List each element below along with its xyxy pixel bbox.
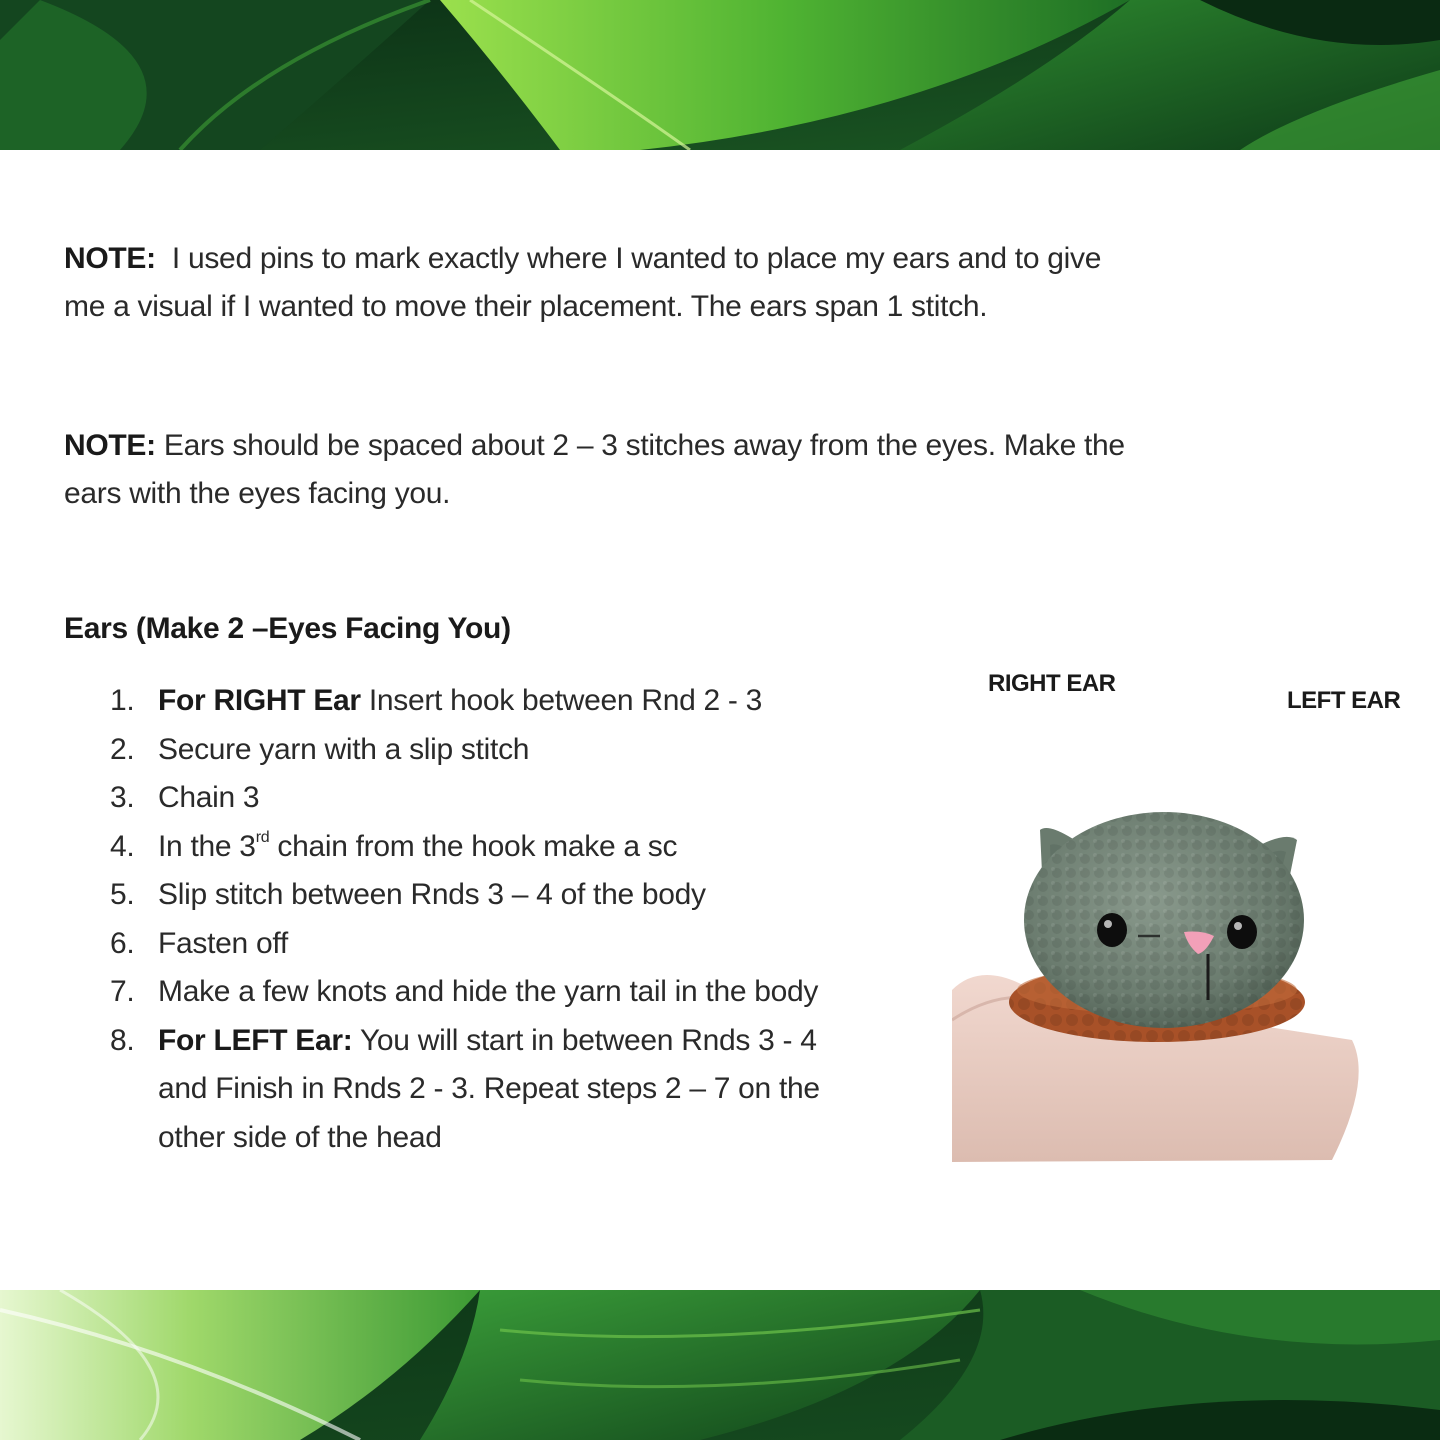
steps-list — [110, 677, 950, 1162]
step-text-before: In the 3 — [158, 829, 256, 863]
note-pins-text-2: me a visual if I wanted to move their placement. The ears span 1 stitch. — [64, 290, 988, 323]
step-text-after: chain from the hook make a sc — [269, 829, 678, 863]
step-number: 7. — [110, 975, 135, 1008]
step-text: Insert hook between Rnd 2 - 3 — [360, 684, 763, 717]
step-item — [110, 920, 950, 969]
note-pins-text-1: I used pins to mark exactly where I wanted to place my ears and to give — [171, 242, 1102, 275]
section-title: Ears (Make 2 –Eyes Facing You) — [64, 612, 511, 645]
leaf-banner-bottom-image — [0, 1290, 1440, 1440]
right-ear-label: RIGHT EAR — [988, 670, 1116, 697]
step-text: Chain 3 — [158, 781, 260, 814]
leaf-banner-bottom — [0, 1290, 1440, 1440]
step-number: 2. — [110, 732, 135, 766]
step-text-line-3: other side of the head — [158, 1120, 442, 1154]
note-pins-label: NOTE: — [64, 242, 156, 275]
note-pins — [64, 235, 1304, 331]
note-pins-line-1 — [64, 235, 1304, 283]
left-ear-label: LEFT EAR — [1287, 687, 1401, 714]
step-text: Make a few knots and hide the yarn tail in the body — [158, 975, 819, 1008]
step-item — [110, 968, 950, 1017]
step-bold: For LEFT Ear: — [158, 1023, 353, 1057]
cat-eye-right — [1097, 913, 1127, 947]
leaf-banner-top — [0, 0, 1440, 150]
step-number: 1. — [110, 684, 135, 717]
note-spacing-label: NOTE: — [64, 429, 156, 462]
step-item — [110, 774, 950, 823]
note-spacing — [64, 422, 1304, 518]
leaf-banner-top-image — [0, 0, 1440, 150]
cat-eye-left — [1227, 915, 1257, 949]
pattern-page — [0, 150, 1440, 1290]
step-number: 5. — [110, 878, 135, 911]
step-item — [110, 726, 950, 775]
step-text: Fasten off — [158, 926, 288, 960]
step-number: 4. — [110, 829, 135, 863]
crochet-cat-photo — [952, 740, 1372, 1162]
step-item — [110, 871, 950, 920]
step-item — [110, 1017, 950, 1163]
step-item — [110, 823, 950, 872]
note-spacing-line-1 — [64, 422, 1304, 470]
note-spacing-text-2: ears with the eyes facing you. — [64, 477, 451, 510]
step-bold: For RIGHT Ear — [158, 684, 361, 717]
step-text-line-1: You will start in between Rnds 3 - 4 — [352, 1023, 817, 1057]
step-text: Slip stitch between Rnds 3 – 4 of the body — [158, 878, 706, 911]
step-number: 3. — [110, 781, 135, 814]
step-number: 6. — [110, 926, 135, 960]
step-number: 8. — [110, 1023, 135, 1057]
step-text: Secure yarn with a slip stitch — [158, 732, 530, 766]
step-text-line-2: and Finish in Rnds 2 - 3. Repeat steps 2 – 7 on the — [158, 1072, 820, 1105]
step-item — [110, 677, 950, 726]
step-superscript: rd — [255, 828, 270, 846]
note-spacing-text-1: Ears should be spaced about 2 – 3 stitches away from the eyes. Make the — [163, 429, 1125, 462]
crochet-cat-image — [952, 740, 1372, 1162]
